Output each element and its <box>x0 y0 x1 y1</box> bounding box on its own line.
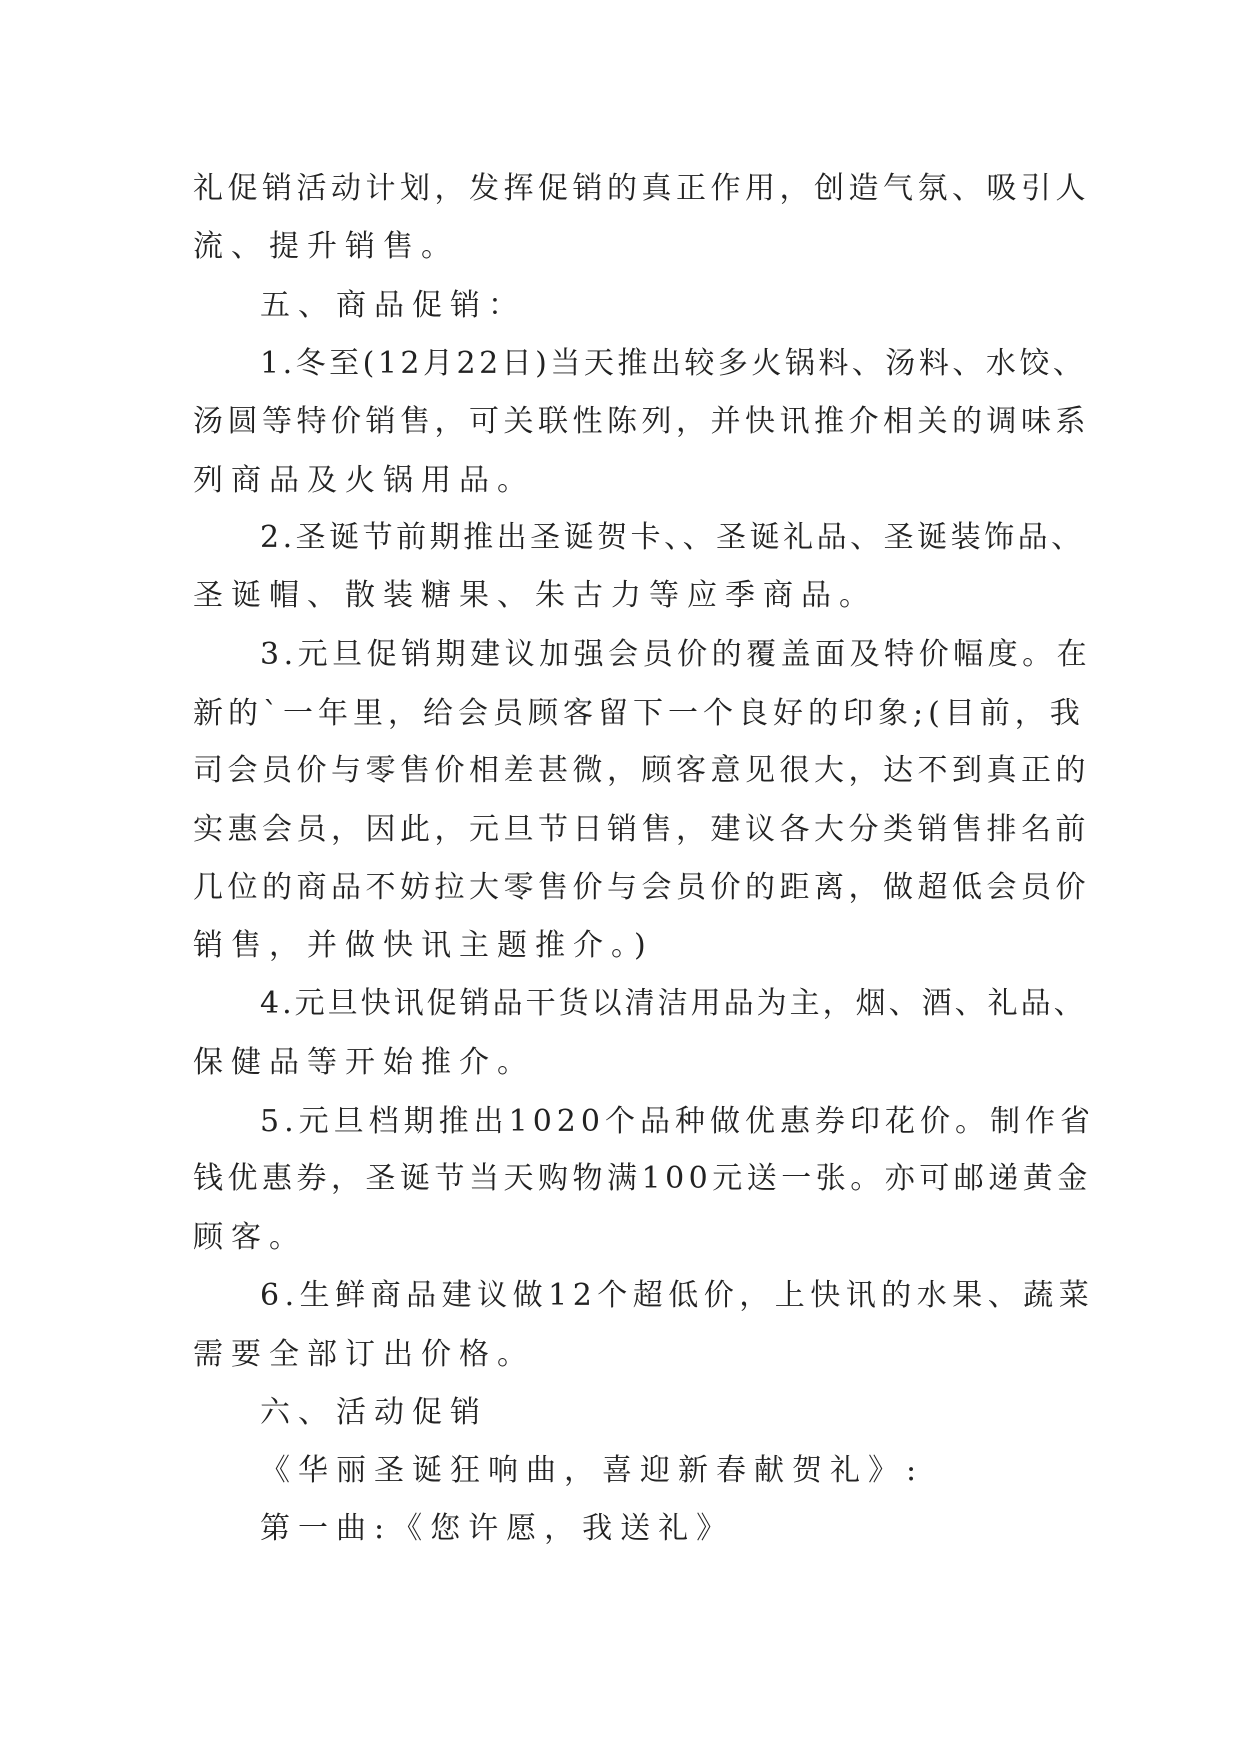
section-heading: 六、活动促销 <box>260 1395 488 1430</box>
body-text-line: 需要全部订出价格。 <box>193 1337 535 1372</box>
body-text-line: 司会员价与零售价相差甚微，顾客意见很大，达不到真正的 <box>193 753 1090 788</box>
list-item-text: 4.元旦快讯促销品干货以清洁用品为主，烟、酒、礼品、 <box>260 986 1087 1021</box>
body-text-line: 汤圆等特价销售，可关联性陈列，并快讯推介相关的调味系 <box>193 404 1090 439</box>
body-text-line: 圣诞帽、散装糖果、朱古力等应季商品。 <box>193 578 877 613</box>
body-text-line: 销售，并做快讯主题推介。) <box>193 928 654 963</box>
activity-subtitle: 第一曲:《您许愿，我送礼》 <box>260 1511 735 1546</box>
section-heading: 五、商品促销： <box>260 288 526 323</box>
activity-title: 《华丽圣诞狂响曲，喜迎新春献贺礼》: <box>260 1453 925 1488</box>
list-item-text: 5.元旦档期推出1020个品种做优惠券印花价。制作省 <box>260 1104 1095 1139</box>
list-item-text: 1.冬至(12月22日)当天推出较多火锅料、汤料、水饺、 <box>260 346 1087 381</box>
body-text-line: 钱优惠券，圣诞节当天购物满100元送一张。亦可邮递黄金 <box>193 1161 1092 1196</box>
body-text-line: 实惠会员，因此，元旦节日销售，建议各大分类销售排名前 <box>193 812 1090 847</box>
body-text-line: 流、提升销售。 <box>193 229 459 264</box>
list-item-text: 6.生鲜商品建议做12个超低价，上快讯的水果、蔬菜 <box>260 1278 1095 1313</box>
list-item-text: 2.圣诞节前期推出圣诞贺卡、、圣诞礼品、圣诞装饰品、 <box>260 520 1085 555</box>
body-text-line: 顾客。 <box>193 1220 307 1255</box>
body-text-line: 列商品及火锅用品。 <box>193 463 535 498</box>
body-text-line: 保健品等开始推介。 <box>193 1045 535 1080</box>
body-text-line: 新的`一年里，给会员顾客留下一个良好的印象;(目前，我 <box>193 696 1085 731</box>
body-text-line: 几位的商品不妨拉大零售价与会员价的距离，做超低会员价 <box>193 870 1090 905</box>
body-text-line: 礼促销活动计划，发挥促销的真正作用，创造气氛、吸引人 <box>193 171 1090 206</box>
list-item-text: 3.元旦促销期建议加强会员价的覆盖面及特价幅度。在 <box>260 637 1092 672</box>
